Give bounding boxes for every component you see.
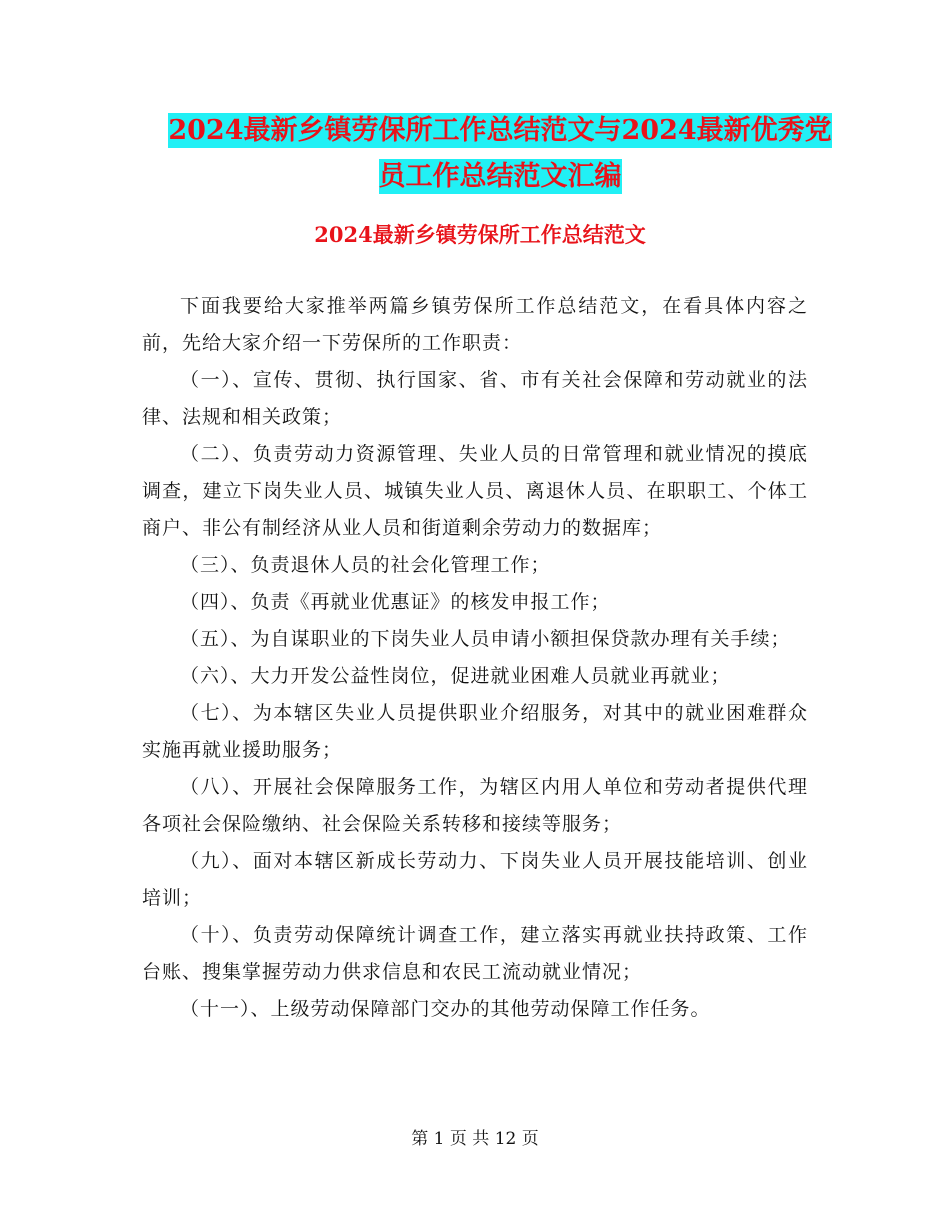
paragraph-item-10: （十）、负责劳动保障统计调查工作，建立落实再就业扶持政策、工作台账、搜集掌握劳动力供求信息和农民工流动就业情况；: [142, 924, 808, 983]
paragraph-item-6: （六）、大力开发公益性岗位，促进就业困难人员就业再就业；: [180, 665, 731, 687]
document-title: [140, 108, 860, 200]
paragraph-item-11: （十一）、上级劳动保障部门交办的其他劳动保障工作任务。: [180, 998, 711, 1020]
page-number-footer: 第 1 页 共 12 页: [411, 1129, 539, 1149]
paragraph-item-7: （七）、为本辖区失业人员提供职业介绍服务，对其中的就业困难群众实施再就业援助服务；: [142, 702, 808, 761]
document-body: [142, 288, 808, 1028]
paragraph-intro: 下面我要给大家推举两篇乡镇劳保所工作总结范文，在看具体内容之前，先给大家介绍一下劳保所的工作职责：: [142, 295, 808, 354]
paragraph-item-5: （五）、为自谋职业的下岗失业人员申请小额担保贷款办理有关手续；: [180, 628, 791, 650]
section-title: 2024最新乡镇劳保所工作总结范文: [314, 222, 646, 247]
paragraph-item-8: （八）、开展社会保障服务工作，为辖区内用人单位和劳动者提供代理各项社会保险缴纳、社会保险关系转移和接续等服务；: [142, 776, 808, 835]
paragraph-item-2: （二）、负责劳动力资源管理、失业人员的日常管理和就业情况的摸底调查，建立下岗失业人员、城镇失业人员、离退休人员、在职职工、个体工商户、非公有制经济从业人员和街道剩余劳动力的数据库；: [142, 443, 808, 539]
paragraph-item-1: （一）、宣传、贯彻、执行国家、省、市有关社会保障和劳动就业的法律、法规和相关政策；: [142, 369, 808, 428]
document-title-line-2: 员工作总结范文汇编: [378, 161, 622, 192]
document-title-line-1: 2024最新乡镇劳保所工作总结范文与2024最新优秀党: [168, 115, 832, 146]
paragraph-item-9: （九）、面对本辖区新成长劳动力、下岗失业人员开展技能培训、创业培训；: [142, 850, 808, 909]
paragraph-item-3: （三）、负责退休人员的社会化管理工作；: [180, 554, 551, 576]
paragraph-item-4: （四）、负责《再就业优惠证》的核发申报工作；: [180, 591, 611, 613]
